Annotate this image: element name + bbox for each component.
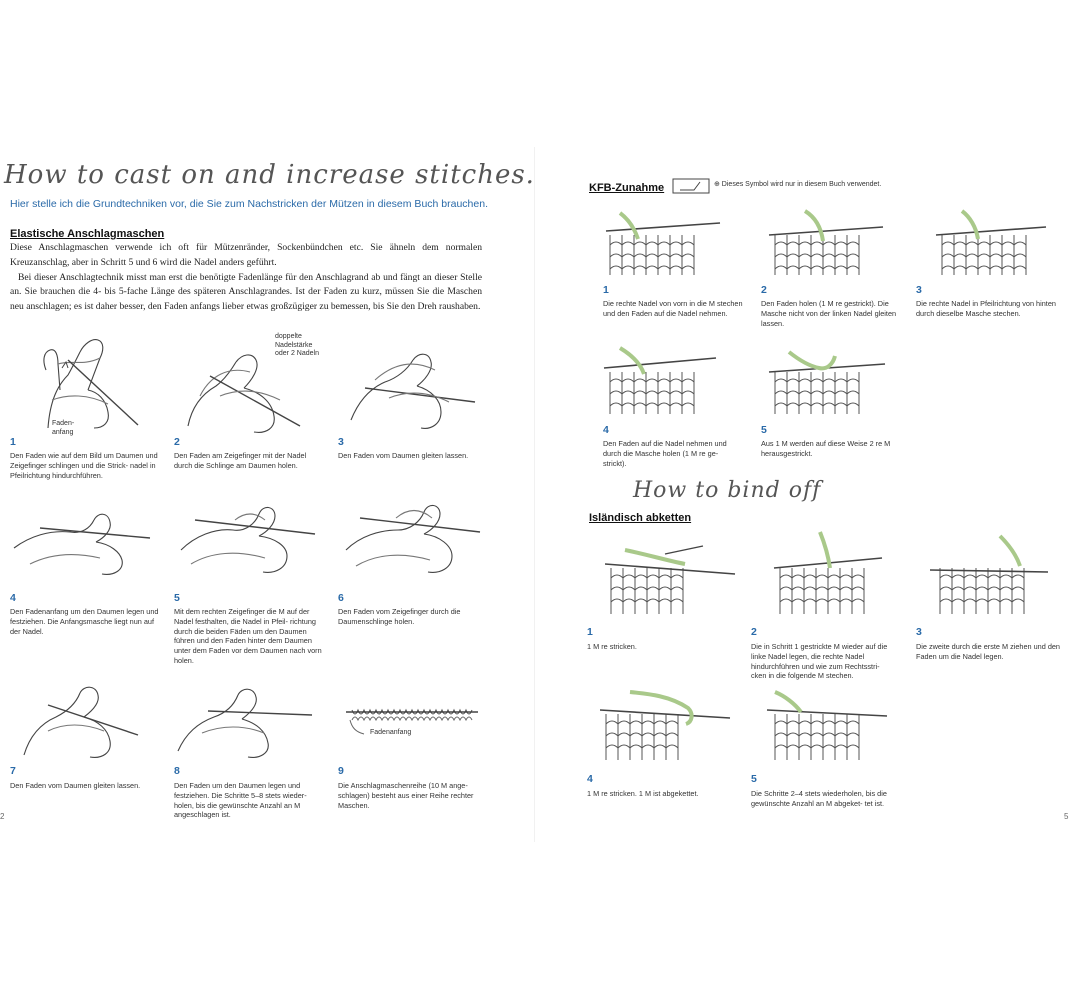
handwritten-bind-off-title: How to bind off — [633, 478, 822, 503]
kfb-symbol — [672, 178, 710, 194]
kfb-illustration-1 — [600, 205, 725, 280]
kfb-step-caption-3: Die rechte Nadel in Pfeilrichtung von hinten durch dieselbe Masche stechen. — [916, 299, 1056, 318]
step-number-1: 1 — [10, 436, 16, 448]
step-number-5: 5 — [174, 592, 180, 604]
bind-step-number-4: 4 — [587, 773, 593, 785]
bind-step-number-3: 3 — [916, 626, 922, 638]
page-gutter — [534, 147, 535, 842]
bind-illustration-1 — [605, 540, 740, 618]
label-fadenanfang: Faden- anfang — [52, 420, 75, 436]
step-caption-8: Den Faden um den Daumen legen und festziehen. Die Schritte 5–8 stets wieder- holen, bis die gewünschte Anzahl an M angeschlagen ist. — [174, 781, 307, 820]
section-title-elastic: Elastische Anschlagmaschen — [10, 228, 165, 240]
bind-step-caption-1: 1 M re stricken. — [587, 642, 637, 651]
illustration-step-5 — [175, 490, 320, 580]
kfb-illustration-5 — [765, 342, 890, 420]
kfb-step-caption-1: Die rechte Nadel von vorn in die M stechen und den Faden auf die Nadel nehmen. — [603, 299, 743, 318]
bind-step-caption-4: 1 M re stricken. 1 M ist abgekettet. — [587, 789, 699, 798]
illustration-step-1 — [28, 330, 158, 430]
section-title-kfb: KFB-Zunahme — [589, 182, 665, 194]
step-caption-9: Die Anschlagmaschenreihe (10 M ange- schlagen) besteht aus einer Reihe rechter Maschen. — [338, 781, 474, 810]
kfb-step-caption-4: Den Faden auf die Nadel nehmen und durch die Masche holen (1 M re ge- strickt). — [603, 439, 727, 468]
section-title-icelandic: Isländisch abketten — [589, 512, 692, 524]
page-number-right: 5 — [1064, 812, 1069, 821]
kfb-illustration-4 — [600, 342, 725, 420]
step-caption-6: Den Faden vom Zeigefinger durch die Daumenschlinge holen. — [338, 607, 461, 626]
body-text — [10, 241, 482, 315]
kfb-step-number-1: 1 — [603, 284, 609, 296]
label-fadenanfang-2: Fadenanfang — [370, 729, 412, 736]
bind-step-number-5: 5 — [751, 773, 757, 785]
handwritten-cast-on-title: How to cast on and increase stitches. — [4, 160, 535, 190]
step-caption-7: Den Faden vom Daumen gleiten lassen. — [10, 781, 141, 790]
bind-step-number-2: 2 — [751, 626, 757, 638]
intro-text: Hier stelle ich die Grundtechniken vor, die Sie zum Nachstricken der Mützen in diesem Buch brauchen. — [10, 198, 488, 210]
illustration-step-3 — [345, 340, 485, 435]
kfb-step-number-3: 3 — [916, 284, 922, 296]
step-number-8: 8 — [174, 765, 180, 777]
kfb-step-number-2: 2 — [761, 284, 767, 296]
step-caption-1: Den Faden wie auf dem Bild um Daumen und Zeigefinger schlingen und die Strick- nadel in Pfeilrichtung hindurchführen. — [10, 451, 158, 480]
step-number-2: 2 — [174, 436, 180, 448]
kfb-step-number-4: 4 — [603, 424, 609, 436]
label-needle-size: doppelte Nadelstärke oder 2 Nadeln — [275, 333, 319, 357]
kfb-illustration-2 — [765, 205, 890, 280]
kfb-illustration-3 — [932, 205, 1050, 280]
kfb-step-number-5: 5 — [761, 424, 767, 436]
bind-illustration-5 — [765, 684, 890, 764]
step-caption-5: Mit dem rechten Zeigefinger die M auf der Nadel festhalten, die Nadel in Pfeil- richtung durch die beiden Fäden um den Daumen führen und den Faden hinter dem Daumen unter dem Faden vor dem Daumen nach vorn holen. — [174, 607, 322, 665]
kfb-step-caption-5: Aus 1 M werden auf diese Weise 2 re M herausgestrickt. — [761, 439, 891, 458]
illustration-step-4 — [10, 498, 155, 578]
bind-step-caption-2: Die in Schritt 1 gestrickte M wieder auf die linke Nadel legen, die rechte Nadel hindurchführen und wie zum Rechtsstri- cken in die folgende M stechen. — [751, 642, 888, 681]
kfb-symbol-note: ⊕ Dieses Symbol wird nur in diesem Buch verwendet. — [714, 181, 882, 188]
step-caption-2: Den Faden am Zeigefinger mit der Nadel durch die Schlinge am Daumen holen. — [174, 451, 307, 470]
step-number-7: 7 — [10, 765, 16, 777]
step-caption-4: Den Fadenanfang um den Daumen legen und festziehen. Die Anfangsmasche liegt nun auf der Nadel. — [10, 607, 159, 636]
step-caption-3: Den Faden vom Daumen gleiten lassen. — [338, 451, 469, 460]
step-number-9: 9 — [338, 765, 344, 777]
bind-illustration-3 — [930, 530, 1050, 618]
step-number-4: 4 — [10, 592, 16, 604]
paragraph-2: Bei dieser Anschlagtechnik misst man erst die benötigte Fadenlänge für den Anschlagrand ab und fängt an dieser Stelle an. Sie brauchen die 4- bis 5-fache Länge des späteren Anschlagrandes. Ist der Faden zu kurz, müssen Sie die Maschen neu anschlagen; es ist daher besser, den Faden anfangs lieber etwas großzügiger zu bemessen, bis Sie den Dreh raushaben. — [10, 271, 482, 313]
bind-illustration-2 — [770, 528, 885, 618]
kfb-step-caption-2: Den Faden holen (1 M re gestrickt). Die Masche nicht von der linken Nadel gleiten lassen. — [761, 299, 897, 328]
paragraph-1: Diese Anschlagmaschen verwende ich oft für Mützenränder, Sockenbündchen etc. Sie ähneln dem normalen Kreuzanschlag, aber in Schritt 5 und 6 wird die Nadel anders geführt. — [10, 242, 482, 268]
illustration-step-6 — [340, 490, 485, 580]
illustration-step-7 — [18, 675, 143, 760]
bind-step-caption-3: Die zweite durch die erste M ziehen und den Faden um die Nadel legen. — [916, 642, 1060, 661]
bind-step-caption-5: Die Schritte 2–4 stets wiederholen, bis die gewünschte Anzahl an M abgeket- tet ist. — [751, 789, 887, 808]
bind-illustration-4 — [600, 684, 735, 764]
page-number-left: 2 — [0, 812, 5, 821]
kfb-svg-1 — [600, 205, 725, 280]
illustration-step-9 — [342, 700, 482, 740]
step-number-3: 3 — [338, 436, 344, 448]
step-number-6: 6 — [338, 592, 344, 604]
bind-step-number-1: 1 — [587, 626, 593, 638]
illustration-step-8 — [172, 675, 317, 760]
